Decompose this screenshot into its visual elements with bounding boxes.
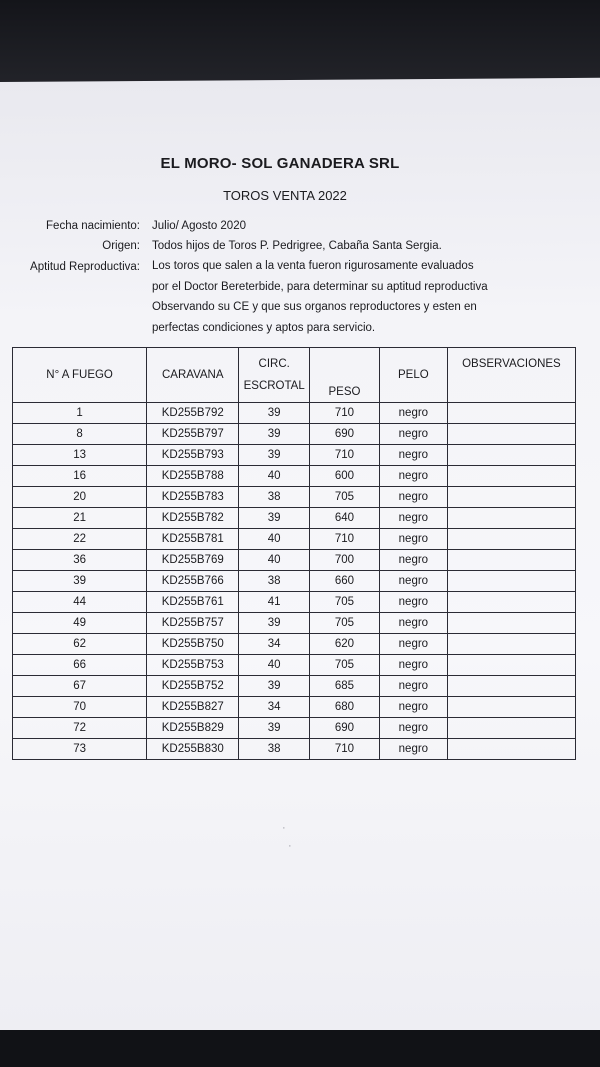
cell-pelo: negro	[379, 739, 447, 760]
cell-pelo: negro	[379, 424, 447, 445]
cell-circ-escrotal: 40	[239, 466, 310, 487]
cell-caravana: KD255B788	[147, 466, 239, 487]
cell-peso: 705	[310, 613, 380, 634]
cell-fuego: 62	[13, 634, 147, 655]
header-pelo: PELO	[379, 348, 447, 403]
cell-peso: 710	[310, 445, 380, 466]
cell-circ-escrotal: 38	[239, 739, 310, 760]
cell-caravana: KD255B752	[147, 676, 239, 697]
cell-fuego: 44	[13, 592, 147, 613]
cell-observaciones	[447, 571, 575, 592]
cell-pelo: negro	[379, 634, 447, 655]
cell-peso: 710	[310, 529, 380, 550]
table-row	[13, 571, 576, 592]
label-fecha-nacimiento: Fecha nacimiento:	[46, 220, 140, 232]
cell-observaciones	[447, 697, 575, 718]
cell-pelo: negro	[379, 508, 447, 529]
cell-circ-escrotal: 38	[239, 487, 310, 508]
cell-caravana: KD255B781	[147, 529, 239, 550]
value-line: por el Doctor Bereterbide, para determinar su aptitud reproductiva	[152, 280, 488, 293]
cell-fuego: 1	[13, 403, 147, 424]
cell-observaciones	[447, 676, 575, 697]
cell-observaciones	[447, 592, 575, 613]
pencil-mark: ·	[288, 840, 292, 852]
cell-circ-escrotal: 39	[239, 508, 310, 529]
cell-peso: 640	[310, 508, 380, 529]
cell-pelo: negro	[379, 676, 447, 697]
table-row	[13, 424, 576, 445]
table-row	[13, 592, 576, 613]
cell-observaciones	[447, 613, 575, 634]
header-circ-line2: ESCROTAL	[243, 380, 305, 392]
header-fuego: N° A FUEGO	[13, 348, 147, 403]
value-fecha-nacimiento	[152, 216, 582, 237]
cell-caravana: KD255B797	[147, 424, 239, 445]
cell-fuego: 72	[13, 718, 147, 739]
cell-pelo: negro	[379, 403, 447, 424]
cell-observaciones	[447, 550, 575, 571]
cell-fuego: 22	[13, 529, 147, 550]
table-row	[13, 739, 576, 760]
table-row	[13, 718, 576, 739]
cell-peso: 690	[310, 718, 380, 739]
cell-caravana: KD255B827	[147, 697, 239, 718]
cell-pelo: negro	[379, 445, 447, 466]
cell-observaciones	[447, 718, 575, 739]
cell-observaciones	[447, 508, 575, 529]
cell-peso: 710	[310, 403, 380, 424]
cell-circ-escrotal: 34	[239, 634, 310, 655]
cell-caravana: KD255B783	[147, 487, 239, 508]
cell-caravana: KD255B792	[147, 403, 239, 424]
cell-fuego: 70	[13, 697, 147, 718]
cell-circ-escrotal: 40	[239, 655, 310, 676]
cell-circ-escrotal: 39	[239, 445, 310, 466]
table-row	[13, 697, 576, 718]
cell-peso: 710	[310, 739, 380, 760]
cell-observaciones	[447, 529, 575, 550]
cell-caravana: KD255B757	[147, 613, 239, 634]
cell-circ-escrotal: 39	[239, 676, 310, 697]
header-circ-line1: CIRC.	[258, 358, 290, 370]
cell-fuego: 49	[13, 613, 147, 634]
cell-peso: 620	[310, 634, 380, 655]
cell-caravana: KD255B750	[147, 634, 239, 655]
cell-caravana: KD255B829	[147, 718, 239, 739]
cell-fuego: 39	[13, 571, 147, 592]
cell-circ-escrotal: 39	[239, 403, 310, 424]
pencil-mark: ·	[282, 822, 286, 834]
cell-caravana: KD255B761	[147, 592, 239, 613]
value-line: Todos hijos de Toros P. Pedrigree, Cabaña Santa Sergia.	[152, 240, 442, 252]
cell-caravana: KD255B769	[147, 550, 239, 571]
cell-fuego: 8	[13, 424, 147, 445]
cell-observaciones	[447, 739, 575, 760]
table-row	[13, 403, 576, 424]
value-line: perfectas condiciones y aptos para servicio.	[152, 321, 376, 334]
cell-circ-escrotal: 38	[239, 571, 310, 592]
bulls-table	[12, 347, 576, 760]
cell-peso: 690	[310, 424, 380, 445]
table-row	[13, 676, 576, 697]
cell-fuego: 73	[13, 739, 147, 760]
cell-pelo: negro	[379, 613, 447, 634]
header-caravana: CARAVANA	[147, 348, 239, 403]
cell-pelo: negro	[379, 592, 447, 613]
cell-circ-escrotal: 34	[239, 697, 310, 718]
cell-peso: 685	[310, 676, 380, 697]
table-header-row	[13, 348, 576, 403]
cell-fuego: 13	[13, 445, 147, 466]
cell-peso: 600	[310, 466, 380, 487]
cell-pelo: negro	[379, 571, 447, 592]
cell-peso: 705	[310, 655, 380, 676]
cell-observaciones	[447, 487, 575, 508]
cell-observaciones	[447, 466, 575, 487]
header-peso: PESO	[310, 348, 380, 403]
table-row	[13, 613, 576, 634]
label-origen: Origen:	[102, 240, 140, 252]
header-circ-escrotal	[239, 348, 310, 403]
cell-caravana: KD255B782	[147, 508, 239, 529]
cell-peso: 680	[310, 697, 380, 718]
cell-fuego: 20	[13, 487, 147, 508]
table-row	[13, 634, 576, 655]
cell-peso: 705	[310, 487, 380, 508]
cell-peso: 705	[310, 592, 380, 613]
cell-pelo: negro	[379, 487, 447, 508]
table-row	[13, 466, 576, 487]
cell-pelo: negro	[379, 655, 447, 676]
cell-pelo: negro	[379, 466, 447, 487]
cell-pelo: negro	[379, 550, 447, 571]
table-row	[13, 508, 576, 529]
cell-caravana: KD255B766	[147, 571, 239, 592]
cell-pelo: negro	[379, 697, 447, 718]
cell-circ-escrotal: 40	[239, 529, 310, 550]
value-origen	[152, 236, 582, 257]
table-row	[13, 655, 576, 676]
value-aptitud	[152, 256, 582, 338]
cell-caravana: KD255B753	[147, 655, 239, 676]
cell-fuego: 36	[13, 550, 147, 571]
cell-observaciones	[447, 445, 575, 466]
table-row	[13, 529, 576, 550]
cell-circ-escrotal: 39	[239, 613, 310, 634]
document-subtitle: TOROS VENTA 2022	[223, 188, 347, 203]
cell-circ-escrotal: 39	[239, 424, 310, 445]
cell-observaciones	[447, 403, 575, 424]
label-aptitud: Aptitud Reproductiva:	[30, 261, 140, 273]
cell-circ-escrotal: 41	[239, 592, 310, 613]
cell-caravana: KD255B793	[147, 445, 239, 466]
cell-fuego: 16	[13, 466, 147, 487]
cell-pelo: negro	[379, 529, 447, 550]
cell-pelo: negro	[379, 718, 447, 739]
table-row	[13, 445, 576, 466]
cell-circ-escrotal: 39	[239, 718, 310, 739]
cell-observaciones	[447, 634, 575, 655]
table-row	[13, 550, 576, 571]
table-row	[13, 487, 576, 508]
header-observaciones: OBSERVACIONES	[447, 348, 575, 403]
document-title: EL MORO- SOL GANADERA SRL	[160, 155, 400, 172]
value-line: Los toros que salen a la venta fueron rigurosamente evaluados	[152, 260, 474, 272]
cell-fuego: 66	[13, 655, 147, 676]
cell-fuego: 21	[13, 508, 147, 529]
cell-caravana: KD255B830	[147, 739, 239, 760]
cell-circ-escrotal: 40	[239, 550, 310, 571]
value-line: Julio/ Agosto 2020	[152, 220, 246, 232]
value-line: Observando su CE y que sus organos reproductores y esten en	[152, 301, 477, 313]
cell-observaciones	[447, 655, 575, 676]
cell-peso: 660	[310, 571, 380, 592]
cell-observaciones	[447, 424, 575, 445]
cell-fuego: 67	[13, 676, 147, 697]
cell-peso: 700	[310, 550, 380, 571]
